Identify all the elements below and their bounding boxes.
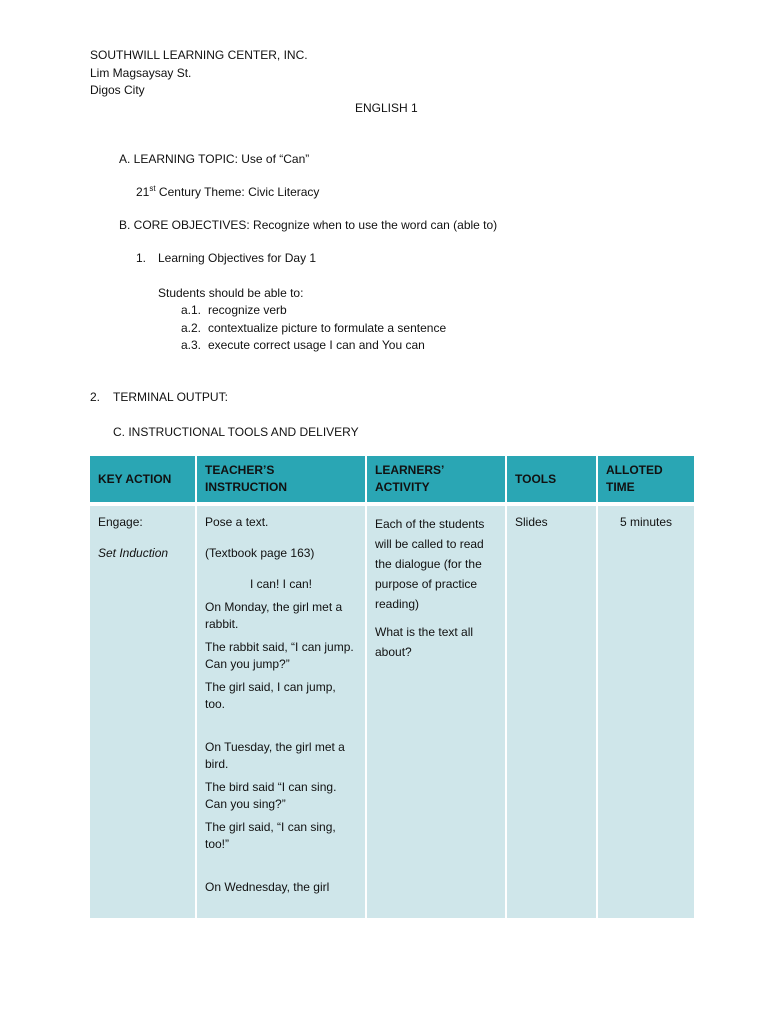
teacher-instruction-cell <box>197 506 367 918</box>
header-teacher-instruction: TEACHER’S INSTRUCTION <box>197 456 367 506</box>
objective-item-number: a.1. <box>181 303 202 317</box>
objective-item-number: a.2. <box>181 321 202 335</box>
story-paragraph: On Monday, the girl met a rabbit. <box>205 600 343 631</box>
tools-value: Slides <box>515 515 548 529</box>
learning-topic: A. LEARNING TOPIC: Use of “Can” <box>119 152 310 166</box>
story-paragraph: On Wednesday, the girl <box>205 880 330 894</box>
teacher-pose: Pose a text. <box>205 515 269 529</box>
terminal-number: 2. <box>90 390 101 404</box>
school-street: Lim Magsaysay St. <box>90 66 192 80</box>
key-action-set-induction: Set Induction <box>98 546 169 560</box>
learners-activity-text: Each of the students will be called to read the dialogue (for the purpose of practice reading) <box>375 517 485 611</box>
tools-cell <box>507 506 598 918</box>
key-action-cell <box>90 506 197 918</box>
story-title: I can! I can! <box>249 577 313 591</box>
alloted-time-value: 5 minutes <box>619 515 673 529</box>
objective-number: 1. <box>136 251 147 265</box>
instruction-table <box>90 456 694 918</box>
story-paragraph: The girl said, “I can sing, too!” <box>205 820 336 851</box>
story-paragraph: The bird said “I can sing. Can you sing?” <box>205 780 337 811</box>
teacher-textbook: (Textbook page 163) <box>205 546 315 560</box>
objective-item-text: contextualize picture to formulate a sentence <box>208 321 447 335</box>
story-paragraph: The girl said, I can jump, too. <box>205 680 336 711</box>
theme-text: Century Theme: Civic Literacy <box>155 185 320 199</box>
objective-item-text: recognize verb <box>208 303 287 317</box>
header-tools: TOOLS <box>507 456 598 506</box>
table-row <box>90 506 694 918</box>
objective-item-number: a.3. <box>181 338 202 352</box>
objective-item-text: execute correct usage I can and You can <box>208 338 425 352</box>
story-paragraph: On Tuesday, the girl met a bird. <box>205 740 345 771</box>
learners-activity-question: What is the text all about? <box>375 625 474 659</box>
school-name: SOUTHWILL LEARNING CENTER, INC. <box>90 48 308 62</box>
header-alloted-time: ALLOTED TIME <box>598 456 694 506</box>
theme-number: 21 <box>136 185 150 199</box>
key-action-engage: Engage: <box>98 515 143 529</box>
terminal-output: TERMINAL OUTPUT: <box>113 390 228 404</box>
instructional-heading: C. INSTRUCTIONAL TOOLS AND DELIVERY <box>113 425 359 439</box>
school-city: Digos City <box>90 83 145 97</box>
alloted-time-cell <box>598 506 694 918</box>
objective-title: Learning Objectives for Day 1 <box>158 251 317 265</box>
learners-activity-cell <box>367 506 507 918</box>
header-learners-activity: LEARNERS’ ACTIVITY <box>367 456 507 506</box>
header-key-action: KEY ACTION <box>90 456 197 506</box>
subject-title: ENGLISH 1 <box>355 101 418 115</box>
table-header-row <box>90 456 694 506</box>
theme-superscript: st <box>149 184 156 193</box>
core-objectives: B. CORE OBJECTIVES: Recognize when to use the word can (able to) <box>119 218 498 232</box>
story-paragraph: The rabbit said, “I can jump. Can you jump?” <box>205 640 354 671</box>
students-intro: Students should be able to: <box>158 286 304 300</box>
century-theme <box>136 185 319 199</box>
